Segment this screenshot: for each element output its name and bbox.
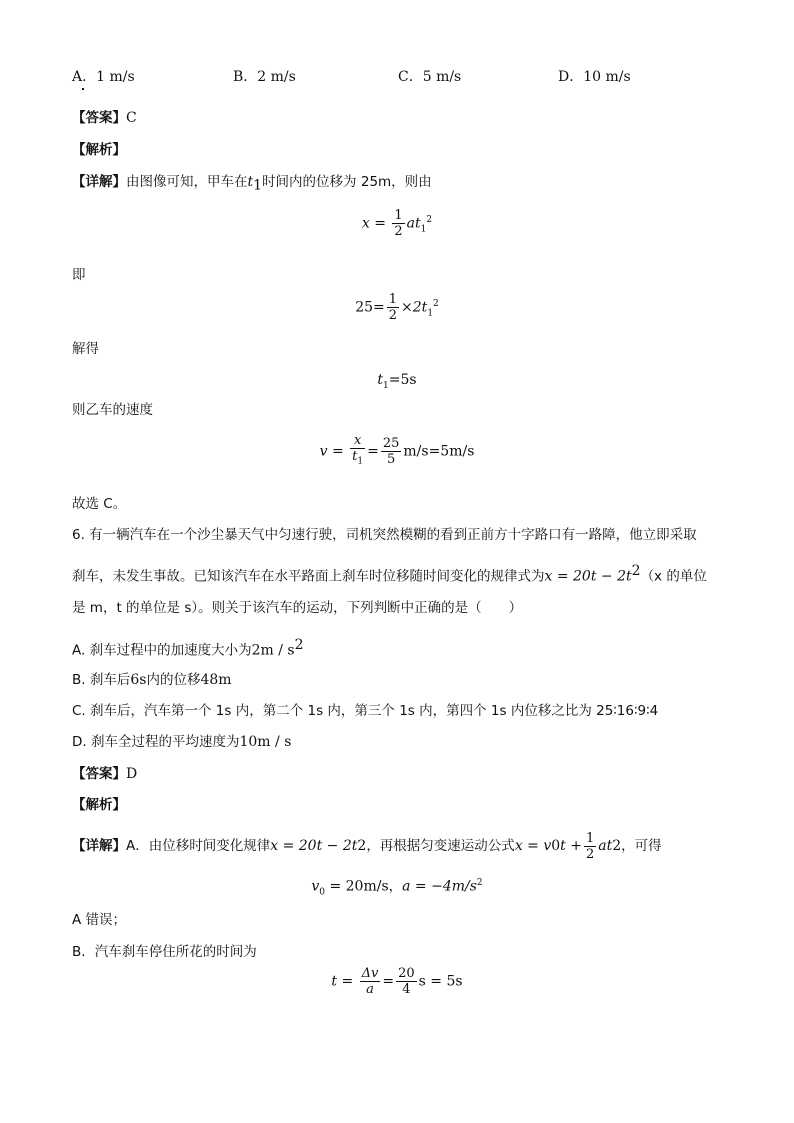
opt-a-sup: 2	[294, 637, 304, 653]
q6-stem-line-2	[72, 561, 707, 587]
q5-answer-line	[72, 108, 137, 128]
detail-sub: 1	[253, 177, 263, 194]
answer-value: D	[126, 766, 138, 782]
detail-formula2-num: 1	[585, 830, 595, 846]
eq5-sup: 2	[476, 878, 483, 888]
opt-b-val1: 6s	[130, 672, 147, 688]
eq5-val: = 20m/s	[325, 878, 389, 895]
detail-formula2-lhs: x = v	[514, 838, 552, 854]
eq6-fraction-2	[396, 966, 417, 997]
equation-2	[0, 292, 794, 332]
eq6-num2: 20	[398, 966, 415, 981]
option-a: A．1 m/s	[72, 69, 135, 85]
q6-stem-line-1: 6. 有一辆汽车在一个沙尘暴天气中匀速行驶，司机突然模糊的看到正前方十字路口有一路障，他立即采取	[72, 527, 697, 543]
eq1-fraction	[392, 208, 404, 239]
eq3-rhs: =5s	[388, 372, 417, 388]
eq6-rhs: s = 5s	[418, 973, 463, 990]
stem-formula: x = 20t − 2t	[544, 568, 632, 585]
q6-option-b	[72, 670, 232, 690]
eq6-den1: a	[366, 982, 374, 997]
eq6-eq: =	[382, 973, 395, 990]
opt-d-text: D. 刹车全过程的平均速度为	[72, 734, 240, 750]
q6-detail-a	[72, 826, 662, 866]
eq4-rhs: m/s=5m/s	[403, 443, 475, 460]
eq4-den1-sub: 1	[357, 456, 364, 467]
b-intro: B．汽车刹车停住所花的时间为	[72, 944, 257, 960]
eq4-den2: 5	[386, 451, 396, 467]
eq2-sup: 2	[433, 298, 439, 309]
detail-formula2-rhs: at	[598, 838, 613, 854]
speed-intro: 则乙车的速度	[72, 402, 153, 418]
eq6-num1: Δv	[361, 966, 379, 981]
detail-formula2-fraction	[584, 831, 596, 862]
detail-formula2-mid: t +	[560, 838, 582, 854]
equation-3	[0, 370, 794, 396]
stem-text-b: （x 的单位	[640, 568, 707, 585]
eq4-lhs: v =	[319, 443, 344, 460]
eq2-rhs: ×2t	[401, 299, 428, 316]
detail-formula2-sup: 2	[612, 838, 622, 854]
ji-text: 即	[72, 267, 86, 283]
eq2-lhs: 25=	[355, 299, 385, 316]
eq5-v: v	[311, 878, 320, 895]
detail-tag: 【详解】	[72, 838, 126, 854]
opt-a-text: A. 刹车过程中的加速度大小为	[72, 642, 252, 659]
answer-value: C	[126, 110, 137, 126]
detail-var: t	[247, 174, 254, 190]
equation-1	[0, 208, 794, 248]
q6-stem-line-3: 是 m，t 的单位是 s）。则关于该汽车的运动，下列判断中正确的是（ ）	[72, 600, 523, 616]
eq1-lhs: x =	[361, 215, 386, 232]
stem-text-a: 刹车，未发生事故。已知该汽车在水平路面上刹车时位移随时间变化的规律式为	[72, 568, 545, 585]
conclusion: 故选 C。	[72, 496, 127, 512]
q5-analysis-tag: 【解析】	[72, 142, 126, 158]
q6-option-c: C. 刹车后，汽车第一个 1s 内，第二个 1s 内，第三个 1s 内，第四个 1s 内位移之比为 25∶16∶9∶4	[72, 703, 659, 719]
opt-b-val2: 48m	[200, 672, 232, 688]
option-b: B．2 m/s	[233, 69, 296, 85]
detail-a1: A．由位移时间变化规律	[126, 838, 271, 854]
option-d: D．10 m/s	[558, 69, 631, 85]
option-c: C．5 m/s	[398, 69, 462, 85]
equation-6	[0, 966, 794, 1008]
detail-text-2: 时间内的位移为 25m，则由	[262, 174, 432, 190]
detail-a3: ，可得	[621, 838, 662, 854]
eq1-den: 2	[394, 224, 403, 239]
answer-tag: 【答案】	[72, 110, 126, 126]
eq4-fraction-2	[381, 436, 402, 467]
q6-option-d	[72, 732, 291, 752]
eq6-fraction-1	[360, 966, 381, 997]
eq1-rhs: at	[406, 215, 421, 232]
eq5-a: a = −4m/s	[402, 878, 477, 895]
eq2-fraction	[387, 292, 399, 323]
detail-a2: ，再根据匀变速运动公式	[366, 838, 515, 854]
opt-d-val: 10m / s	[239, 734, 292, 750]
eq5-sub: 0	[319, 887, 325, 898]
q6-answer-line	[72, 764, 137, 784]
eq2-num: 1	[388, 292, 398, 307]
eq4-eq: =	[367, 443, 379, 460]
answer-tag: 【答案】	[72, 766, 126, 782]
eq2-sub: 1	[427, 308, 434, 319]
eq4-fraction-1	[350, 433, 365, 470]
eq4-num1: x	[353, 433, 362, 448]
eq2-den: 2	[388, 308, 398, 323]
equation-5	[0, 873, 794, 902]
q6-analysis-tag: 【解析】	[72, 797, 126, 813]
eq1-sub: 1	[420, 224, 427, 235]
detail-formula-sup: 2	[357, 838, 367, 854]
eq4-den1: t	[352, 449, 358, 464]
eq5-sep: ，	[388, 878, 403, 895]
eq3-sub: 1	[383, 380, 389, 391]
detail-formula2-sub: 0	[551, 838, 561, 854]
q6-option-a	[72, 635, 304, 661]
eq3-var: t	[377, 372, 384, 388]
equation-4	[0, 433, 794, 475]
eq1-sup: 2	[426, 214, 433, 225]
stem-formula-sup: 2	[631, 563, 641, 579]
opt-a-val: 2m / s	[251, 642, 295, 659]
stray-dot	[82, 88, 84, 90]
eq6-lhs: t =	[331, 973, 354, 990]
opt-b-text2: 内的位移	[146, 672, 201, 688]
opt-b-text: B. 刹车后	[72, 672, 131, 688]
detail-formula: x = 20t − 2t	[270, 838, 358, 854]
q5-detail-line	[72, 172, 432, 196]
a-wrong: A 错误；	[72, 912, 127, 928]
eq6-den2: 4	[402, 982, 411, 997]
detail-formula2-den: 2	[585, 846, 595, 862]
eq1-num: 1	[394, 208, 403, 223]
eq4-num2: 25	[382, 435, 400, 451]
detail-text-1: 由图像可知，甲车在	[126, 174, 248, 190]
jiede-text: 解得	[72, 341, 99, 357]
detail-tag: 【详解】	[72, 174, 126, 190]
